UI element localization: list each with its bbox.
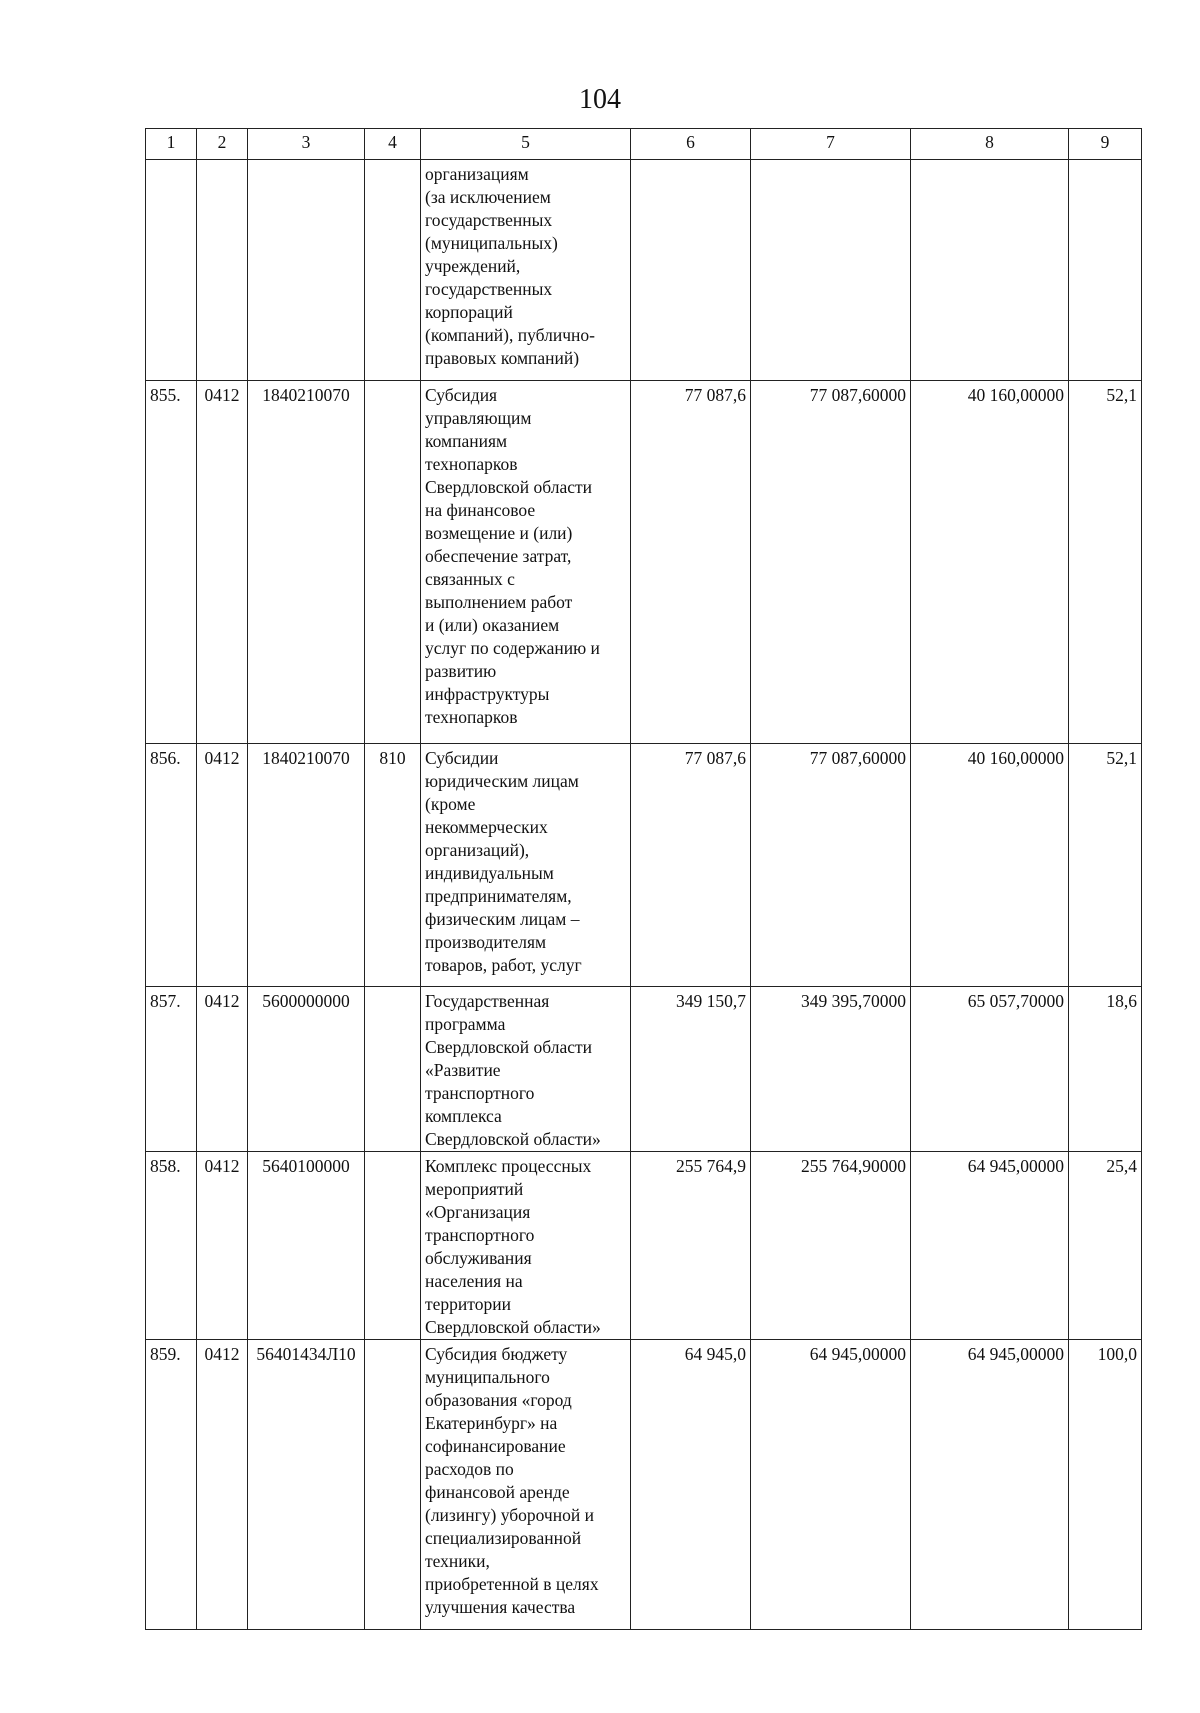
column-header: 5 (421, 129, 631, 160)
percent-col9: 52,1 (1069, 381, 1142, 744)
table-row (146, 381, 1142, 744)
percent-col9 (1069, 160, 1142, 381)
amount-col7: 77 087,60000 (751, 744, 911, 987)
amount-col7: 64 945,00000 (751, 1340, 911, 1630)
row-number: 855. (146, 381, 197, 744)
expense-type (365, 1152, 421, 1340)
item-name: Государственная программа Свердловской области «Развитие транспортного комплекса Свердловской области» (421, 987, 631, 1152)
expense-type (365, 987, 421, 1152)
amount-col6: 77 087,6 (631, 381, 751, 744)
row-number (146, 160, 197, 381)
amount-col7 (751, 160, 911, 381)
section-code: 0412 (197, 1340, 248, 1630)
section-code (197, 160, 248, 381)
item-name: Субсидия бюджету муниципального образования «город Екатеринбург» на софинансирование расходов по финансовой аренде (лизингу) уборочной и специализированной техники, приобретенной в целях улучшения качества (421, 1340, 631, 1630)
row-number: 858. (146, 1152, 197, 1340)
percent-col9: 100,0 (1069, 1340, 1142, 1630)
item-name: Субсидия управляющим компаниям технопарков Свердловской области на финансовое возмещение и (или) обеспечение затрат, связанных с выполнением работ и (или) оказанием услуг по содержанию и развитию инфраструктуры технопарков (421, 381, 631, 744)
item-name: организациям (за исключением государственных (муниципальных) учреждений, государственных корпораций (компаний), публично- правовых компаний) (421, 160, 631, 381)
column-header: 4 (365, 129, 421, 160)
row-number: 856. (146, 744, 197, 987)
amount-col8: 40 160,00000 (911, 744, 1069, 987)
amount-col8: 65 057,70000 (911, 987, 1069, 1152)
target-code: 1840210070 (248, 744, 365, 987)
amount-col6: 255 764,9 (631, 1152, 751, 1340)
amount-col6 (631, 160, 751, 381)
table-row (146, 744, 1142, 987)
row-number: 857. (146, 987, 197, 1152)
target-code: 5600000000 (248, 987, 365, 1152)
expense-type (365, 381, 421, 744)
expense-type (365, 160, 421, 381)
section-code: 0412 (197, 744, 248, 987)
column-header: 2 (197, 129, 248, 160)
column-header: 6 (631, 129, 751, 160)
amount-col6: 77 087,6 (631, 744, 751, 987)
budget-table (145, 128, 1142, 1630)
section-code: 0412 (197, 1152, 248, 1340)
table-row (146, 987, 1142, 1152)
column-header: 1 (146, 129, 197, 160)
amount-col7: 77 087,60000 (751, 381, 911, 744)
item-name: Субсидии юридическим лицам (кроме некоммерческих организаций), индивидуальным предпринимателям, физическим лицам – производителям товаров, работ, услуг (421, 744, 631, 987)
column-header: 9 (1069, 129, 1142, 160)
percent-col9: 52,1 (1069, 744, 1142, 987)
item-name: Комплекс процессных мероприятий «Организация транспортного обслуживания населения на территории Свердловской области» (421, 1152, 631, 1340)
amount-col8: 64 945,00000 (911, 1340, 1069, 1630)
target-code (248, 160, 365, 381)
row-number: 859. (146, 1340, 197, 1630)
amount-col6: 64 945,0 (631, 1340, 751, 1630)
amount-col6: 349 150,7 (631, 987, 751, 1152)
target-code: 56401434Л10 (248, 1340, 365, 1630)
amount-col8: 40 160,00000 (911, 381, 1069, 744)
section-code: 0412 (197, 381, 248, 744)
amount-col8 (911, 160, 1069, 381)
column-number-header-row (146, 129, 1142, 160)
percent-col9: 25,4 (1069, 1152, 1142, 1340)
amount-col8: 64 945,00000 (911, 1152, 1069, 1340)
percent-col9: 18,6 (1069, 987, 1142, 1152)
target-code: 1840210070 (248, 381, 365, 744)
column-header: 8 (911, 129, 1069, 160)
column-header: 7 (751, 129, 911, 160)
target-code: 5640100000 (248, 1152, 365, 1340)
table-row (146, 160, 1142, 381)
table-row (146, 1340, 1142, 1630)
section-code: 0412 (197, 987, 248, 1152)
expense-type: 810 (365, 744, 421, 987)
expense-type (365, 1340, 421, 1630)
amount-col7: 349 395,70000 (751, 987, 911, 1152)
table-row (146, 1152, 1142, 1340)
amount-col7: 255 764,90000 (751, 1152, 911, 1340)
page-number: 104 (579, 84, 621, 115)
column-header: 3 (248, 129, 365, 160)
